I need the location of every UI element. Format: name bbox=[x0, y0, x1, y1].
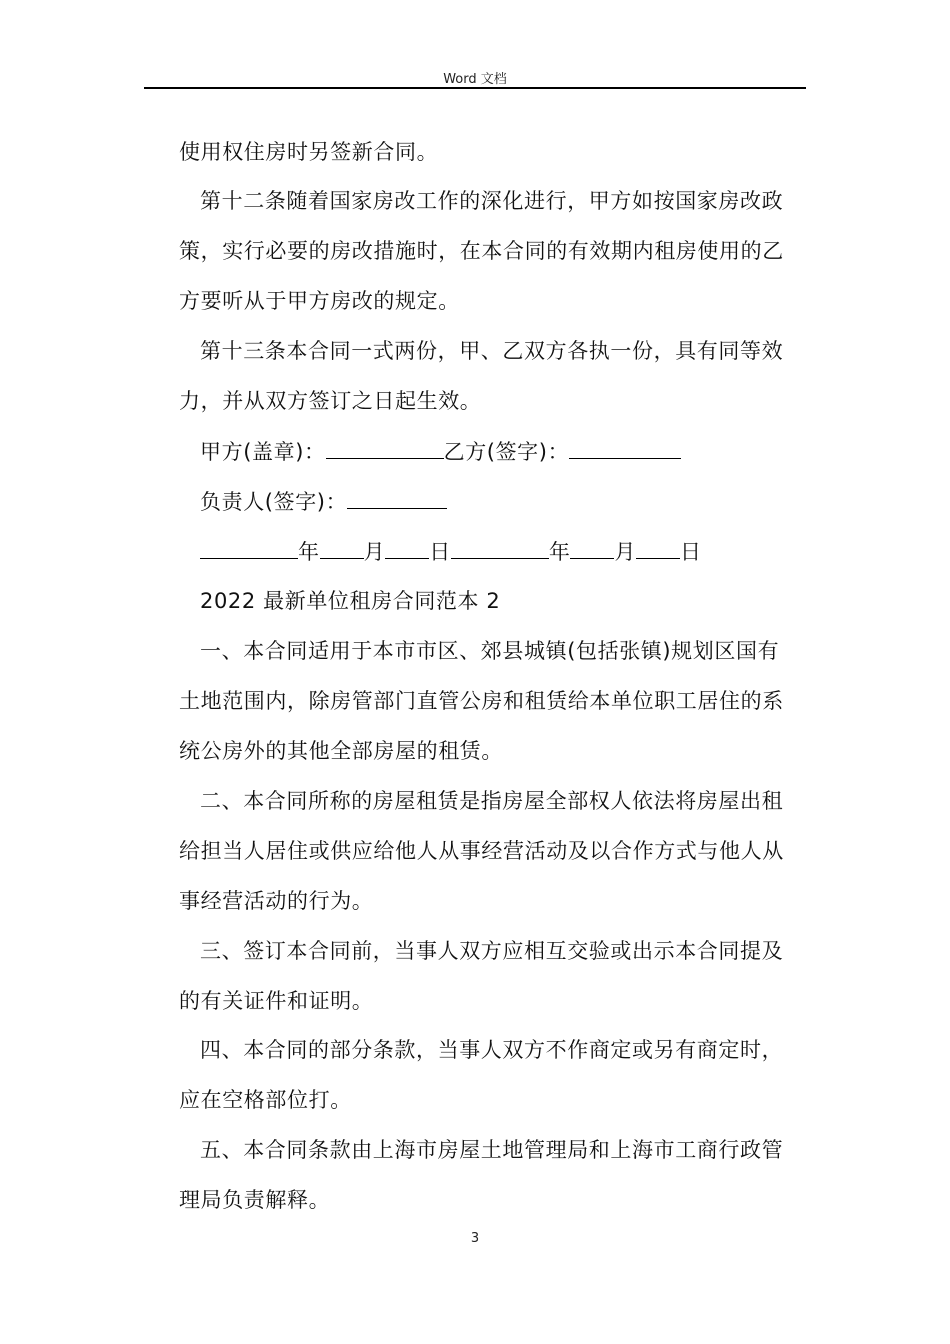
party-a-label: 甲方(盖章)： bbox=[200, 440, 326, 464]
date-blank bbox=[200, 536, 298, 559]
paragraph-line: 给担当人居住或供应给他人从事经营活动及以合作方式与他人从 bbox=[179, 839, 784, 863]
paragraph-line: 二、本合同所称的房屋租赁是指房屋全部权人依法将房屋出租 bbox=[200, 789, 784, 813]
paragraph-line: 三、签订本合同前，当事人双方应相互交验或出示本合同提及 bbox=[200, 939, 784, 963]
paragraph-line: 第十二条随着国家房改工作的深化进行，甲方如按国家房改政 bbox=[200, 189, 784, 213]
party-a-blank bbox=[326, 436, 444, 459]
date-line bbox=[200, 536, 702, 567]
paragraph-line: 策，实行必要的房改措施时，在本合同的有效期内租房使用的乙 bbox=[179, 239, 784, 263]
date-blank bbox=[451, 536, 549, 559]
paragraph-line: 统公房外的其他全部房屋的租赁。 bbox=[179, 739, 503, 763]
section-heading: 2022 最新单位租房合同范本 2 bbox=[200, 589, 501, 613]
paragraph-line: 的有关证件和证明。 bbox=[179, 989, 374, 1013]
paragraph-line: 土地范围内，除房管部门直管公房和租赁给本单位职工居住的系 bbox=[179, 689, 784, 713]
month-label: 月 bbox=[363, 540, 386, 564]
party-b-label: 乙方(签字)： bbox=[443, 440, 570, 464]
date-blank bbox=[385, 536, 429, 559]
party-b-blank bbox=[569, 436, 681, 459]
paragraph-line: 应在空格部位打。 bbox=[179, 1088, 352, 1112]
header-title: Word 文档 bbox=[443, 72, 507, 87]
responsible-label: 负责人(签字)： bbox=[200, 490, 348, 514]
paragraph-line: 使用权住房时另签新合同。 bbox=[179, 140, 439, 164]
paragraph-line: 一、本合同适用于本市市区、郊县城镇(包括张镇)规划区国有 bbox=[200, 639, 780, 663]
paragraph-line: 力，并从双方签订之日起生效。 bbox=[179, 389, 482, 413]
header-divider bbox=[144, 87, 806, 89]
year-label: 年 bbox=[298, 540, 320, 564]
paragraph-line: 理局负责解释。 bbox=[179, 1188, 331, 1212]
date-blank bbox=[320, 536, 364, 559]
day-label: 日 bbox=[680, 540, 702, 564]
paragraph-line: 方要听从于甲方房改的规定。 bbox=[179, 289, 460, 313]
paragraph-line: 第十三条本合同一式两份，甲、乙双方各执一份，具有同等效 bbox=[200, 339, 784, 363]
day-label: 日 bbox=[429, 540, 451, 564]
paragraph-line: 五、本合同条款由上海市房屋土地管理局和上海市工商行政管 bbox=[200, 1138, 784, 1162]
paragraph-line: 事经营活动的行为。 bbox=[179, 889, 374, 913]
month-label: 月 bbox=[614, 540, 637, 564]
page-number: 3 bbox=[470, 1231, 480, 1246]
paragraph-line: 四、本合同的部分条款，当事人双方不作商定或另有商定时， bbox=[200, 1038, 784, 1062]
signature-line-responsible bbox=[200, 486, 447, 517]
responsible-blank bbox=[347, 486, 447, 509]
year-label: 年 bbox=[548, 540, 571, 564]
signature-line-parties bbox=[200, 436, 681, 467]
date-blank bbox=[636, 536, 680, 559]
date-blank bbox=[570, 536, 614, 559]
